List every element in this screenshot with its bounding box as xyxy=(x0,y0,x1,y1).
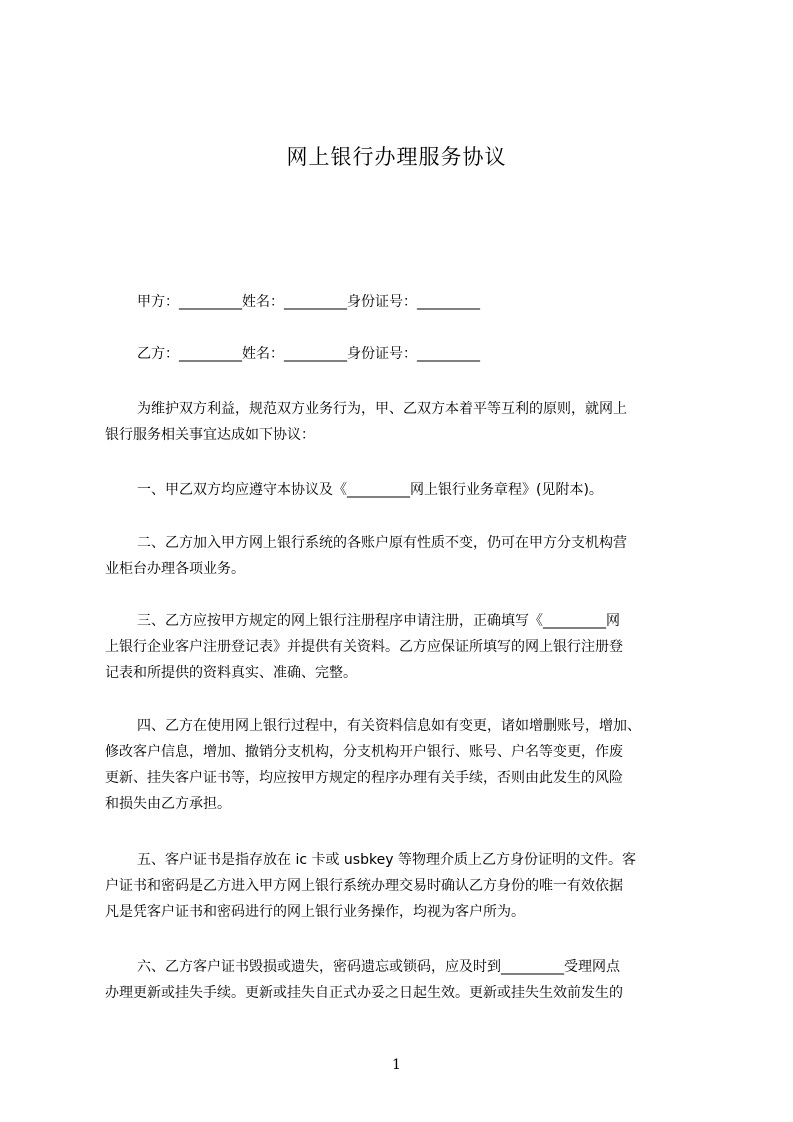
clause-4-line-4: 和损失由乙方承担。 xyxy=(105,796,231,812)
clause-4-line-1: 四、乙方在使用网上银行过程中，有关资料信息如有变更，诸如增删账号，增加、 xyxy=(137,718,641,734)
clause-4-line-3: 更新、挂失客户证书等，均应按甲方规定的程序办理有关手续，否则由此发生的风险 xyxy=(105,770,623,786)
clause-1-line-1: 一、甲乙双方均应遵守本协议及《_________网上银行业务章程》(见附本)。 xyxy=(137,482,603,498)
clause-3-line-2: 上银行企业客户注册登记表》并提供有关资料。乙方应保证所填写的网上银行注册登 xyxy=(105,639,623,655)
clause-6-line-1: 六、乙方客户证书毁损或遗失，密码遗忘或锁码，应及时到_________受理网点 xyxy=(137,959,620,975)
document-title: 网上银行办理服务协议 xyxy=(286,145,507,169)
clause-5-line-2: 户证书和密码是乙方进入甲方网上银行系统办理交易时确认乙方身份的唯一有效依据 xyxy=(105,878,623,894)
intro-line-1: 为维护双方利益，规范双方业务行为，甲、乙双方本着平等互利的原则，就网上 xyxy=(137,401,627,417)
page-number: 1 xyxy=(392,1057,401,1073)
clause-2-line-2: 业柜台办理各项业务。 xyxy=(105,561,245,577)
clause-3-line-3: 记表和所提供的资料真实、准确、完整。 xyxy=(105,665,357,681)
party-a-line: 甲方：_________姓名：_________身份证号：_________ xyxy=(137,294,480,310)
clause-6-line-2: 办理更新或挂失手续。更新或挂失自正式办妥之日起生效。更新或挂失生效前发生的 xyxy=(105,985,623,1001)
party-b-line: 乙方：_________姓名：_________身份证号：_________ xyxy=(137,346,480,362)
clause-5-line-3: 凡是凭客户证书和密码进行的网上银行业务操作，均视为客户所为。 xyxy=(105,904,525,920)
clause-2-line-1: 二、乙方加入甲方网上银行系统的各账户原有性质不变，仍可在甲方分支机构营 xyxy=(137,535,627,551)
clause-5-line-1: 五、客户证书是指存放在 ic 卡或 usbkey 等物理介质上乙方身份证明的文件。客 xyxy=(137,852,636,868)
clause-4-line-2: 修改客户信息，增加、撤销分支机构，分支机构开户银行、账号、户名等变更，作废 xyxy=(105,744,623,760)
clause-3-line-1: 三、乙方应按甲方规定的网上银行注册程序申请注册，正确填写《_________网 xyxy=(137,613,620,629)
intro-line-2: 银行服务相关事宜达成如下协议： xyxy=(105,427,315,443)
